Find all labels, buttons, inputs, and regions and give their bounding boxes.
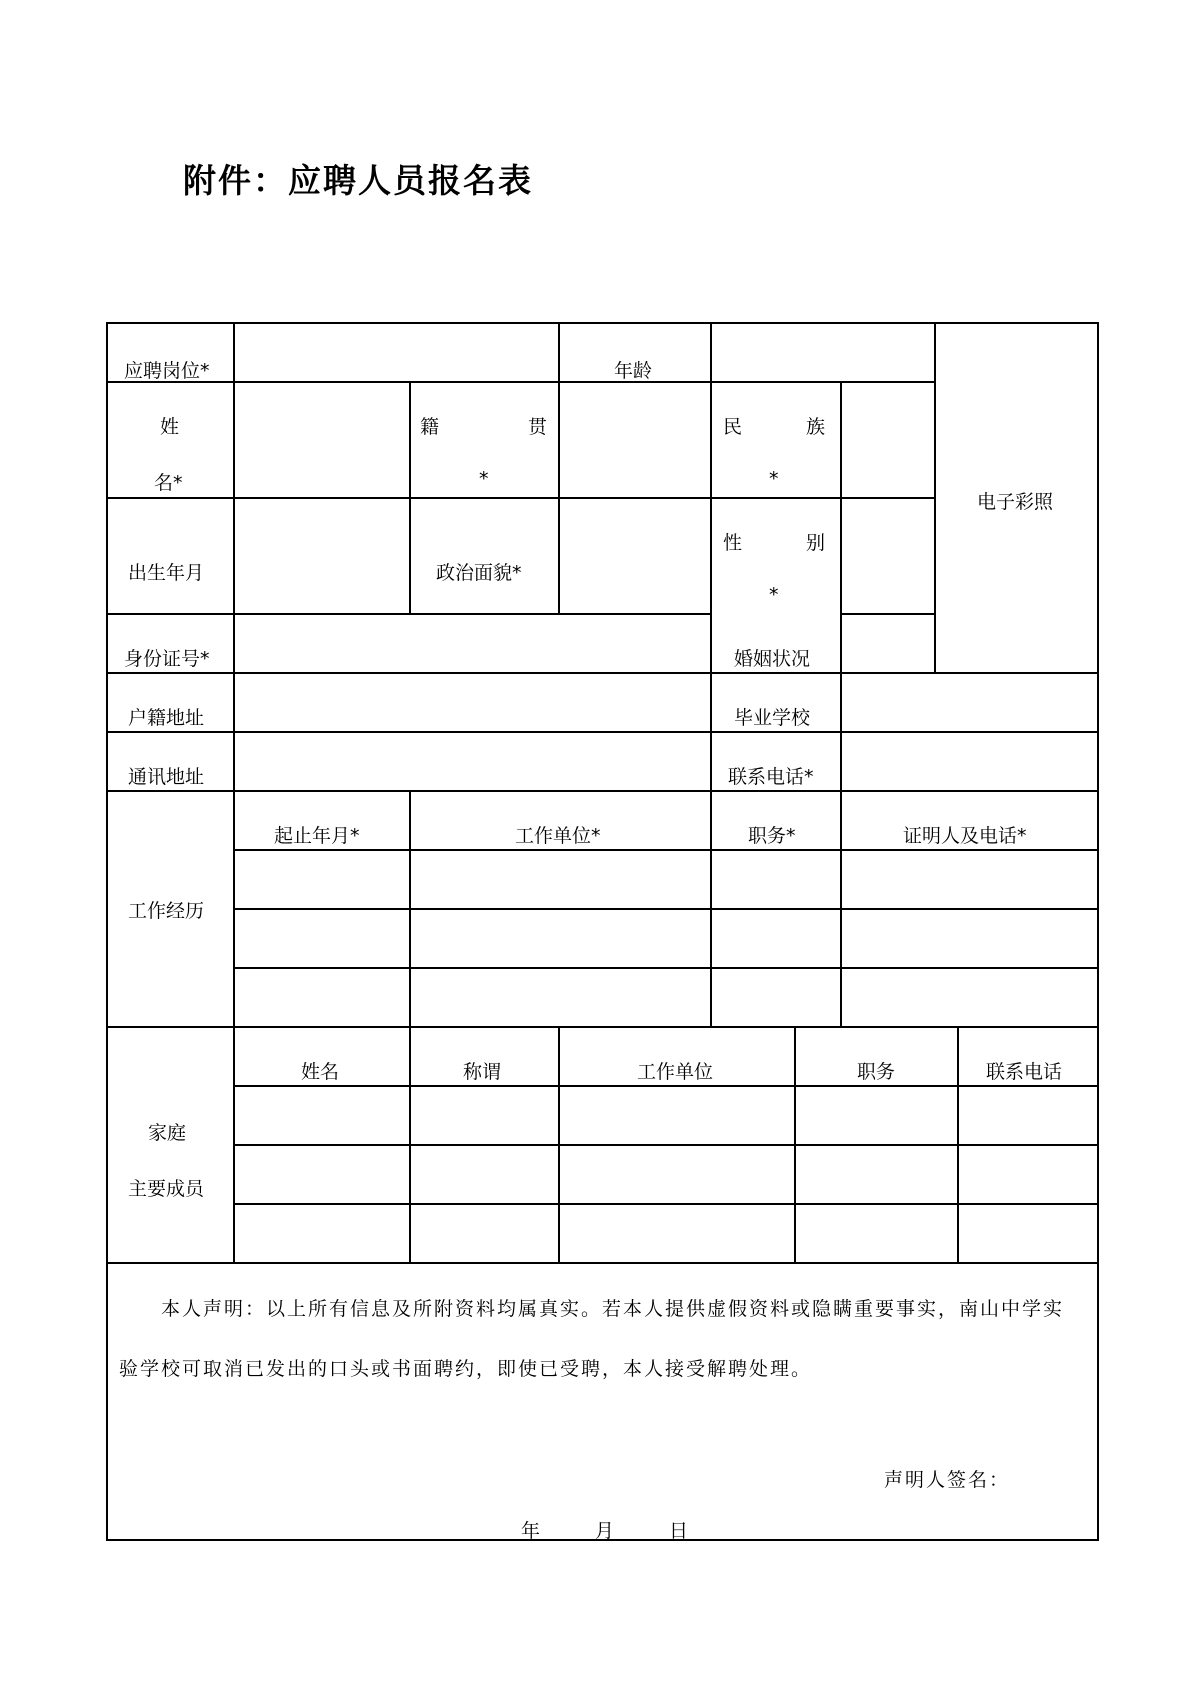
- family-col-relation: 称谓: [463, 1061, 502, 1083]
- ethnicity-label-left: 民: [723, 416, 743, 438]
- gender-input-cell[interactable]: [840, 497, 936, 615]
- signature-label: 声明人签名：: [884, 1469, 1011, 1491]
- work-history-label: 工作经历: [128, 900, 205, 922]
- family-col-name: 姓名: [301, 1061, 340, 1083]
- marital-label: 婚姻状况: [734, 648, 811, 670]
- household-address-input-cell[interactable]: [233, 672, 712, 733]
- name-label-bottom: 名*: [154, 472, 183, 494]
- family-entry-cell[interactable]: [558, 1085, 796, 1146]
- family-entry-cell[interactable]: [794, 1085, 959, 1146]
- ethnicity-required-mark: *: [769, 468, 779, 490]
- ethnicity-label-right: 族: [806, 416, 826, 438]
- household-address-label: 户籍地址: [128, 707, 205, 729]
- family-entry-cell[interactable]: [794, 1144, 959, 1205]
- native-place-label-left: 籍: [420, 416, 440, 438]
- work-entry-cell[interactable]: [840, 849, 1099, 910]
- family-label-line1: 家庭: [148, 1122, 187, 1144]
- id-label: 身份证号*: [124, 648, 210, 670]
- work-col-employer: 工作单位*: [515, 825, 601, 847]
- family-col-title: 职务: [857, 1061, 896, 1083]
- family-entry-cell[interactable]: [957, 1144, 1099, 1205]
- page-title: 附件：应聘人员报名表: [183, 161, 533, 200]
- family-entry-cell[interactable]: [409, 1203, 560, 1264]
- registration-form-table: [106, 322, 1099, 1541]
- family-entry-cell[interactable]: [794, 1203, 959, 1264]
- date-day-label: 日: [669, 1520, 691, 1542]
- age-label: 年龄: [614, 360, 653, 382]
- work-entry-cell[interactable]: [840, 967, 1099, 1028]
- native-place-label-right: 贯: [528, 416, 548, 438]
- political-label: 政治面貌*: [436, 562, 522, 584]
- family-label-line2: 主要成员: [128, 1178, 205, 1200]
- work-entry-cell[interactable]: [710, 849, 842, 910]
- ethnicity-input-cell[interactable]: [840, 381, 936, 499]
- date-month-label: 月: [595, 1520, 617, 1542]
- position-label: 应聘岗位*: [124, 360, 210, 382]
- photo-placeholder-label: 电子彩照: [977, 491, 1054, 513]
- mail-address-input-cell[interactable]: [233, 731, 712, 792]
- family-col-employer: 工作单位: [637, 1061, 714, 1083]
- work-col-reference: 证明人及电话*: [903, 825, 1027, 847]
- declaration-line-1: 本人声明：以上所有信息及所附资料均属真实。若本人提供虚假资料或隐瞒重要事实，南山中学实: [161, 1298, 1065, 1320]
- family-entry-cell[interactable]: [558, 1203, 796, 1264]
- birth-input-cell[interactable]: [233, 497, 411, 615]
- native-place-input-cell[interactable]: [558, 381, 712, 499]
- name-label-top: 姓: [160, 416, 180, 438]
- family-label-cell: [106, 1026, 235, 1264]
- date-year-label: 年: [521, 1520, 543, 1542]
- marital-input-cell[interactable]: [840, 613, 936, 674]
- mail-address-label: 通讯地址: [128, 766, 205, 788]
- work-entry-cell[interactable]: [840, 908, 1099, 969]
- work-entry-cell[interactable]: [710, 908, 842, 969]
- phone-label: 联系电话*: [728, 766, 814, 788]
- gender-label-left: 性: [723, 532, 743, 554]
- family-entry-cell[interactable]: [558, 1144, 796, 1205]
- work-entry-cell[interactable]: [233, 849, 411, 910]
- work-col-title: 职务*: [748, 825, 796, 847]
- work-entry-cell[interactable]: [409, 849, 712, 910]
- school-label: 毕业学校: [734, 707, 811, 729]
- family-entry-cell[interactable]: [233, 1085, 411, 1146]
- declaration-line-2: 验学校可取消已发出的口头或书面聘约，即使已受聘，本人接受解聘处理。: [119, 1358, 813, 1380]
- family-col-phone: 联系电话: [986, 1061, 1063, 1083]
- position-input-cell[interactable]: [233, 322, 560, 383]
- family-entry-cell[interactable]: [409, 1085, 560, 1146]
- family-entry-cell[interactable]: [957, 1203, 1099, 1264]
- political-input-cell[interactable]: [558, 497, 712, 615]
- birth-label-cell: [106, 497, 235, 615]
- birth-label: 出生年月: [128, 562, 205, 584]
- name-input-cell[interactable]: [233, 381, 411, 499]
- age-input-cell[interactable]: [710, 322, 936, 383]
- native-place-required-mark: *: [479, 468, 489, 490]
- work-entry-cell[interactable]: [233, 967, 411, 1028]
- phone-input-cell[interactable]: [840, 731, 1099, 792]
- political-label-cell: [409, 497, 560, 615]
- family-entry-cell[interactable]: [409, 1144, 560, 1205]
- family-entry-cell[interactable]: [233, 1144, 411, 1205]
- work-entry-cell[interactable]: [409, 908, 712, 969]
- family-entry-cell[interactable]: [233, 1203, 411, 1264]
- work-entry-cell[interactable]: [710, 967, 842, 1028]
- gender-label-right: 别: [806, 532, 826, 554]
- work-col-period: 起止年月*: [274, 825, 360, 847]
- school-input-cell[interactable]: [840, 672, 1099, 733]
- work-entry-cell[interactable]: [409, 967, 712, 1028]
- family-entry-cell[interactable]: [957, 1085, 1099, 1146]
- id-input-cell[interactable]: [233, 613, 712, 674]
- work-entry-cell[interactable]: [233, 908, 411, 969]
- gender-required-mark: *: [769, 584, 779, 606]
